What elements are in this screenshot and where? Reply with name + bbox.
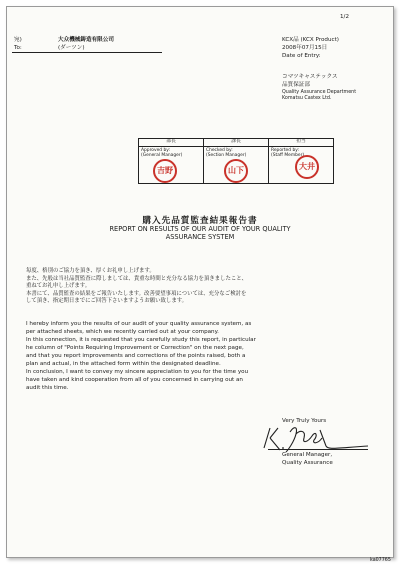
addressee-prefix: 宛) <box>14 37 22 43</box>
product-line: KCX品 (KCX Product) <box>282 37 339 43</box>
checked-by-label: Checked by: <box>206 148 233 153</box>
report-title-en <box>0 225 400 241</box>
reported-by-label: Reported by: <box>271 148 299 153</box>
body-jp-line: 本書にて、品質監査の結果をご報告いたします。改善要望事項については、充分なご検討を <box>26 290 247 297</box>
body-en-line: and that you report improvements and corrections of the points raised, both a <box>26 353 246 359</box>
footer-code: ka07765 <box>370 558 391 563</box>
page-number: 1/2 <box>340 14 350 20</box>
approved-by-cell <box>139 147 204 184</box>
header-staff: 担当 <box>269 139 334 147</box>
body-en-line: plan and actual, in the attached form within the designated deadline. <box>26 361 221 367</box>
sender-company-jp: コマツキャステックス <box>282 74 338 80</box>
checked-seal-stamp: 山下 <box>224 159 248 183</box>
report-title-jp: 購入先品質監査結果報告書 <box>142 216 258 226</box>
closing-title-line2: Quality Assurance <box>282 460 333 466</box>
body-jp-line: 重ねてお礼申し上げます。 <box>26 283 91 290</box>
closing-title-line1: General Manager, <box>282 452 333 458</box>
reported-by-cell <box>269 147 334 184</box>
checked-by-cell <box>204 147 269 184</box>
approved-by-label: Approved by: <box>141 148 170 153</box>
sender-department-en: Quality Assurance Department <box>282 90 357 95</box>
body-en-line: In conclusion, I want to convey my sincere appreciation to you for the time you <box>26 369 249 375</box>
body-jp-line: また、先般は当社品質監査に際しましては、貴重な時間と充分なる協力を頂きましたこと、 <box>26 275 248 282</box>
to-label: To: <box>14 45 22 51</box>
body-en-line: per attached sheets, which we recently carried out at your company. <box>26 329 219 335</box>
addressee-underline <box>12 52 162 53</box>
body-japanese <box>26 268 376 306</box>
approved-by-role: (General Manager) <box>141 153 183 158</box>
report-title-en-line2: ASSURANCE SYSTEM <box>165 233 235 241</box>
date-of-entry-label: Date of Entry: <box>282 53 321 59</box>
approval-stamp-table <box>138 138 334 184</box>
body-en-line: audit this time. <box>26 385 69 391</box>
checked-by-role: (Section Manager) <box>206 153 247 158</box>
sender-department-jp: 品質保証部 <box>282 82 310 88</box>
body-en-line: have taken and kind cooperation from all of you concerned in carrying out an <box>26 377 243 383</box>
body-jp-line: 毎度、格別のご協力を頂き、厚くお礼申し上げます。 <box>26 268 155 274</box>
reported-seal-stamp: 大井 <box>295 155 319 179</box>
signature-line <box>268 449 368 450</box>
closing-salutation: Very Truly Yours <box>282 418 327 424</box>
sender-company-en: Komatsu Castex Ltd. <box>282 96 332 101</box>
approved-seal-stamp: 吉野 <box>153 159 177 183</box>
to-value: (ダーツン) <box>58 45 85 51</box>
body-en-line: he column of "Points Requiring Improvement or Correction" on the next page, <box>26 345 244 351</box>
reported-by-role: (Staff Member) <box>271 153 305 158</box>
body-en-line: I hereby inform you the results of our audit of your quality assurance system, as <box>26 321 252 327</box>
header-general-manager: 部長 <box>139 139 204 147</box>
addressee-company: 大众機械鋳造有限公司 <box>58 37 114 43</box>
body-en-line: In this connection, it is requested that you carefully study this report, in particular <box>26 337 256 343</box>
body-jp-line: して頂き、指定期日までにご回答下さいますようお願い致します。 <box>26 298 188 305</box>
report-title-en-line1: REPORT ON RESULTS OF OUR AUDIT OF YOUR QUALITY <box>109 225 291 233</box>
entry-date: 2008年07月15日 <box>282 45 328 51</box>
body-english <box>26 320 378 392</box>
header-section-manager: 課長 <box>204 139 269 147</box>
